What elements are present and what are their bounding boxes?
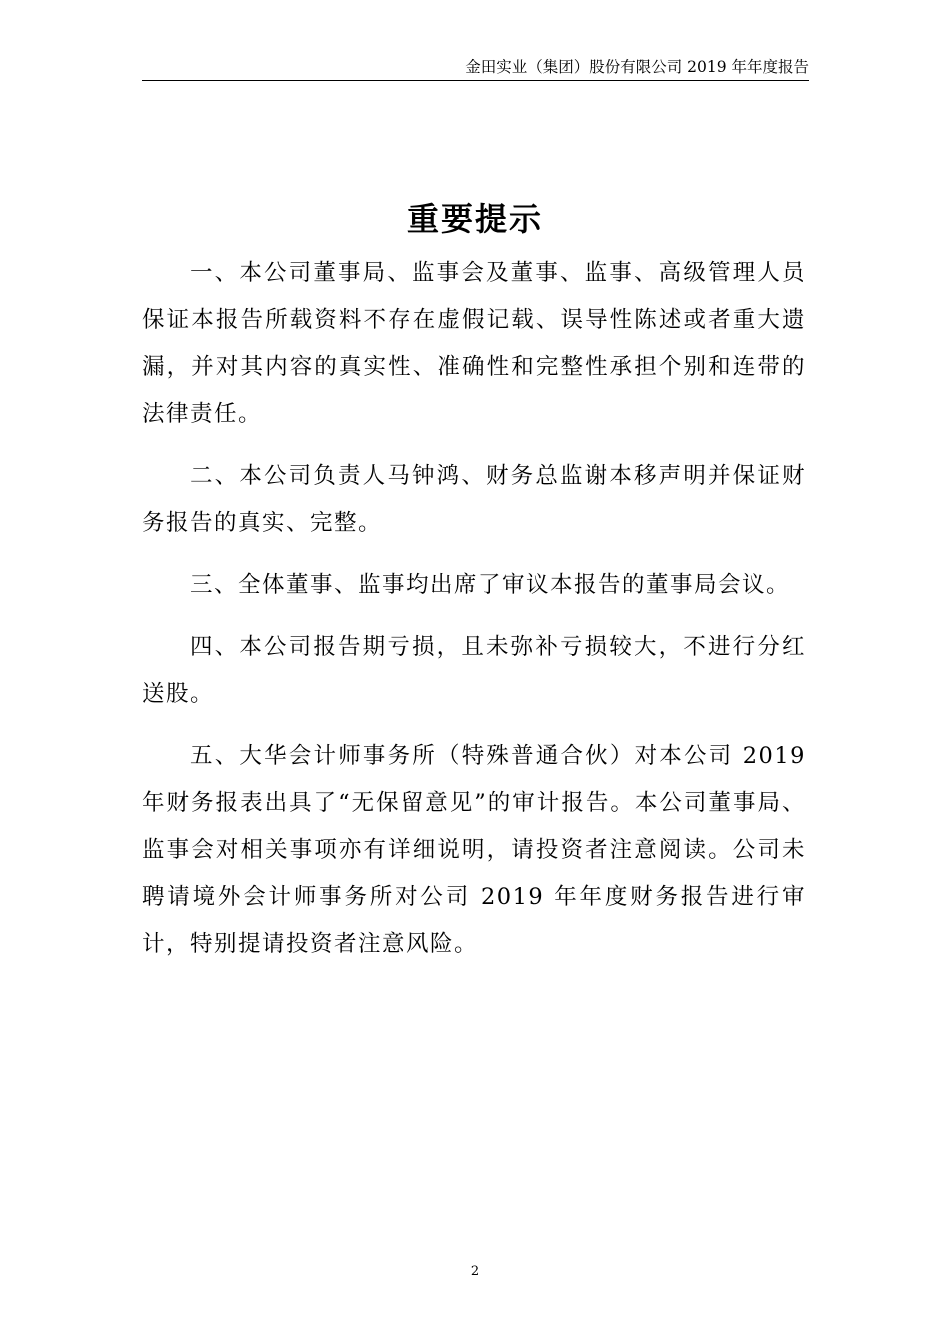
notice-paragraph-5: 五、大华会计师事务所（特殊普通合伙）对本公司 2019 年财务报表出具了“无保留意见”的审计报告。本公司董事局、监事会对相关事项亦有详细说明，请投资者注意阅读。公司未聘请境外会计师事务所对公司 2019 年年度财务报告进行审计，特别提请投资者注意风险。 [142,743,806,957]
page-title: 重要提示 [406,200,543,239]
page-number: 2 [470,1264,480,1279]
notice-paragraph-3: 三、全体董事、监事均出席了审议本报告的董事局会议。 [190,572,791,598]
notice-paragraph-2: 二、本公司负责人马钟鸿、财务总监谢本移声明并保证财务报告的真实、完整。 [142,463,806,536]
notice-body [142,250,806,983]
running-header-title: 金田实业（集团）股份有限公司 2019 年年度报告 [465,58,809,76]
notice-paragraph-1: 一、本公司董事局、监事会及董事、监事、高级管理人员保证本报告所载资料不存在虚假记载、误导性陈述或者重大遗漏，并对其内容的真实性、准确性和完整性承担个别和连带的法律责任。 [142,260,806,427]
notice-paragraph-4: 四、本公司报告期亏损，且未弥补亏损较大，不进行分红送股。 [142,634,806,707]
running-header [142,56,809,81]
